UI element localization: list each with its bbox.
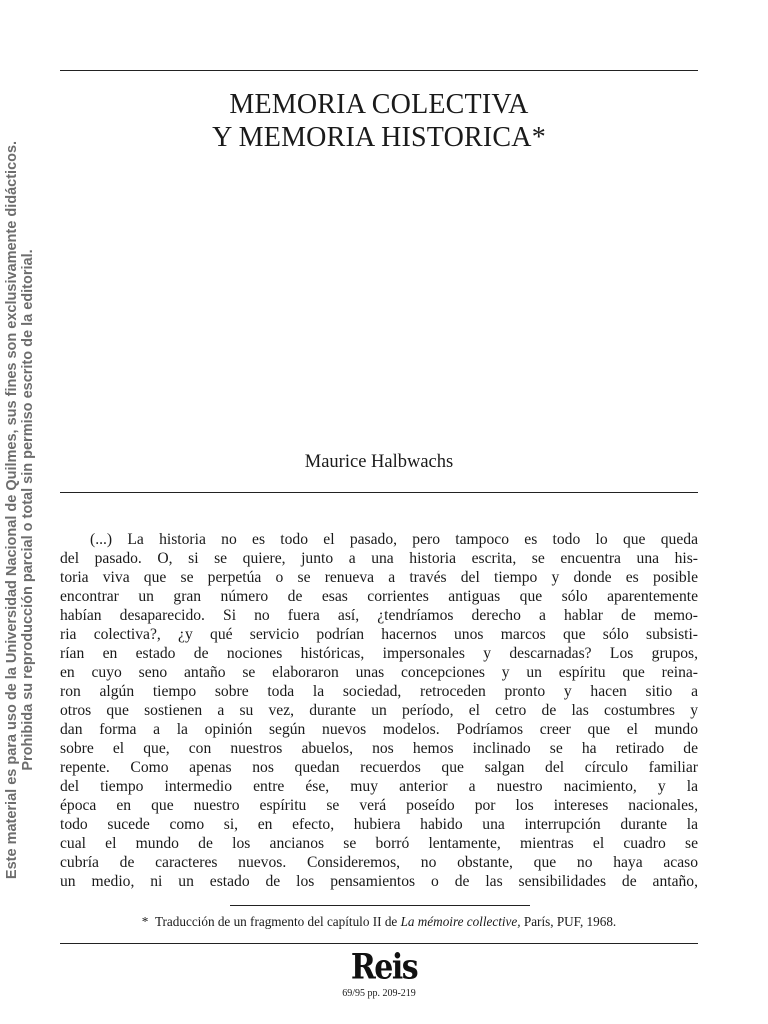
- side-note-line-2: Prohibida su reproducción parcial o total sin permiso escrito de la editorial.: [20, 249, 36, 771]
- bottom-rule: [60, 943, 698, 944]
- footnote: [60, 914, 698, 930]
- footnote-book-title: La mémoire collective,: [400, 914, 521, 929]
- author-name: Maurice Halbwachs: [304, 452, 454, 472]
- body-line: repente. Como apenas nos quedan recuerdos que salgan del círculo familiar: [60, 759, 698, 776]
- side-note-line-1: Este material es para uso de la Universidad Nacional de Quilmes, sus fines son exclusivamente didácticos.: [4, 140, 20, 880]
- body-line: época en que nuestro espíritu se verá poseído por los intereses nacionales,: [60, 797, 698, 814]
- body-line: cubría de caracteres nuevos. Consideremos, no obstante, que no haya acaso: [60, 854, 698, 871]
- footnote-marker: *: [141, 914, 149, 929]
- footnote-text: Traducción de un fragmento del capítulo II de: [154, 914, 398, 929]
- body-line: todo sucede como si, en efecto, hubiera habido una interrupción durante la: [60, 816, 698, 833]
- body-line: un medio, ni un estado de los pensamientos o de las sensibilidades de antaño,: [60, 873, 698, 890]
- copyright-side-note: [4, 110, 36, 910]
- body-line: del pasado. O, si se quiere, junto a una historia escrita, se encuentra una his-: [60, 550, 698, 567]
- body-paragraph: [60, 530, 698, 891]
- title-line-2: Y MEMORIA HISTORICA*: [212, 122, 546, 153]
- body-line: toria viva que se perpetúa o se renueva a través del tiempo y donde es posible: [60, 569, 698, 586]
- body-line: ria colectiva?, ¿y qué servicio podrían hacernos unos marcos que sólo subsisti-: [60, 626, 698, 643]
- body-line: otros que sostienen a su vez, durante un período, el cetro de las costumbres y: [60, 702, 698, 719]
- title-line-1: MEMORIA COLECTIVA: [229, 89, 529, 120]
- body-line: sobre el que, con nuestros abuelos, nos hemos inclinado se ha retirado de: [60, 740, 698, 757]
- top-rule: [60, 70, 698, 71]
- body-line: habían desaparecido. Si no fuera así, ¿tendríamos derecho a hablar de memo-: [60, 607, 698, 624]
- body-line: en cuyo seno antaño se elaboraron unas concepciones y un espíritu que reina-: [60, 664, 698, 681]
- page-reference: 69/95 pp. 209-219: [342, 988, 416, 999]
- body-line: cual el mundo de los ancianos se borró lentamente, mientras el cuadro se: [60, 835, 698, 852]
- body-line: ron algún tiempo sobre toda la sociedad, retroceden pronto y hacen sitio a: [60, 683, 698, 700]
- body-line: (...) La historia no es todo el pasado, pero tampoco es todo lo que queda: [90, 531, 698, 548]
- footnote-publisher: París, PUF, 1968.: [523, 914, 617, 929]
- reis-logo: Reis: [350, 947, 418, 988]
- body-line: encontrar un gran número de esas corrientes antiguas que sólo aparentemente: [60, 588, 698, 605]
- article-title: [60, 88, 698, 154]
- author-rule: [60, 492, 698, 493]
- footnote-rule: [230, 905, 530, 906]
- body-line: dan forma a la opinión según nuevos modelos. Podríamos creer que el mundo: [60, 721, 698, 738]
- body-line: del tiempo intermedio entre ése, muy anterior a nuestro nacimiento, y la: [60, 778, 698, 795]
- body-line: rían en estado de nociones históricas, impersonales y descarnadas? Los grupos,: [60, 645, 698, 662]
